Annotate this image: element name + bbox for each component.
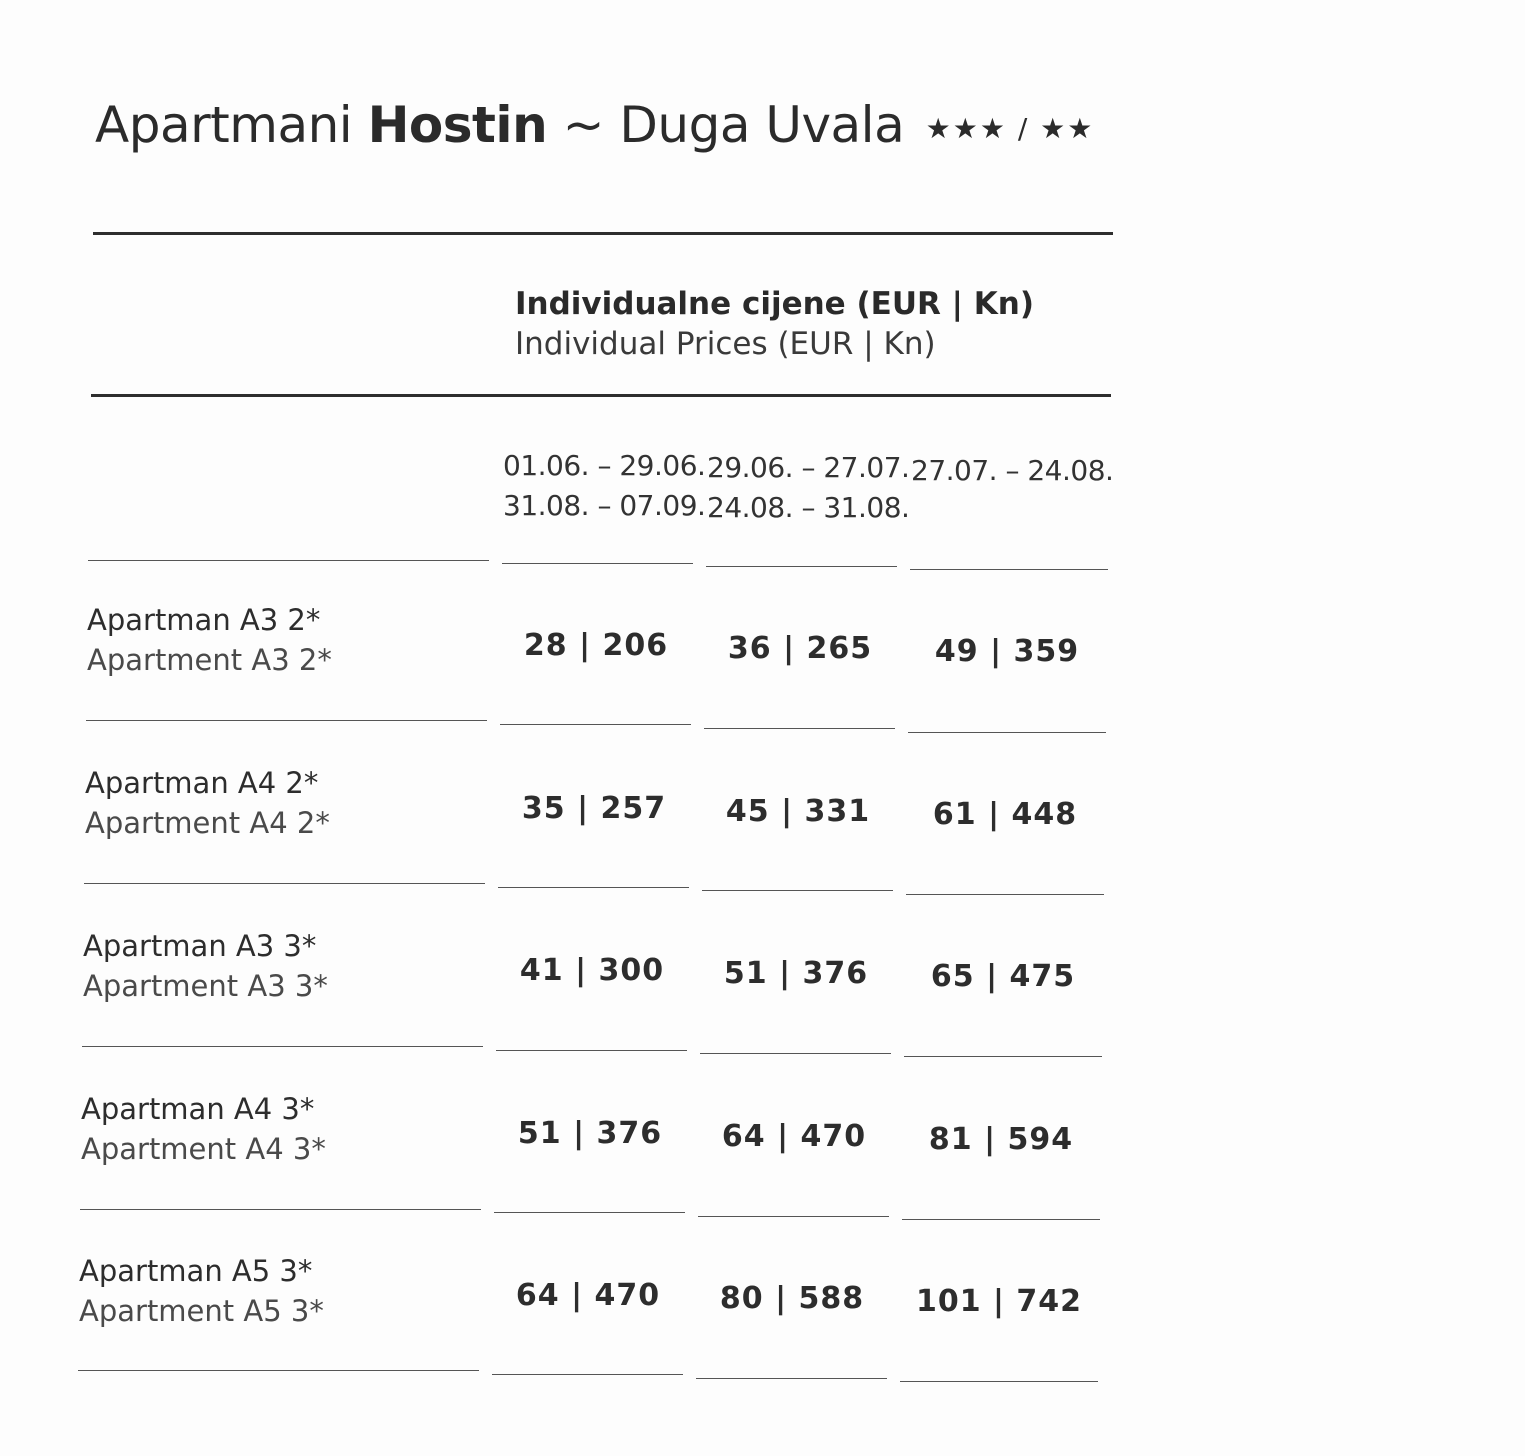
- apartment-name-hr: Apartman A3 2*: [87, 603, 321, 637]
- period-separator-col3: [910, 569, 1108, 570]
- row-separator: [704, 728, 895, 729]
- row-separator: [900, 1381, 1098, 1382]
- star-rating: ★★★ / ★★: [925, 112, 1095, 145]
- period-2-line-1: 29.06. – 27.07.: [707, 451, 910, 484]
- row-separator: [494, 1212, 685, 1213]
- apartment-name-en: Apartment A5 3*: [79, 1294, 324, 1328]
- period-column-1: [503, 446, 705, 526]
- row-separator: [80, 1209, 481, 1210]
- prices-header: [515, 284, 1034, 364]
- period-column-3: [911, 451, 1113, 491]
- period-separator-label: [88, 560, 489, 561]
- period-2-line-2: 24.08. – 31.08.: [707, 491, 910, 524]
- apartment-name-en: Apartment A3 2*: [87, 643, 332, 677]
- apartment-label-a5-3star: [79, 1251, 324, 1331]
- apartment-label-a4-3star: [81, 1089, 326, 1169]
- apartment-label-a3-2star: [87, 600, 332, 680]
- row-separator: [82, 1046, 483, 1047]
- row-separator: [492, 1374, 683, 1375]
- row-separator: [904, 1056, 1102, 1057]
- title-separator: ~: [562, 96, 604, 154]
- price-cell: 28 | 206: [523, 628, 669, 663]
- period-column-2: [707, 448, 909, 528]
- apartment-name-hr: Apartman A5 3*: [79, 1254, 313, 1288]
- prices-header-en: Individual Prices (EUR | Kn): [515, 326, 936, 362]
- row-separator: [700, 1053, 891, 1054]
- row-separator: [698, 1216, 889, 1217]
- row-separator: [906, 894, 1104, 895]
- row-separator: [498, 887, 689, 888]
- top-rule: [93, 232, 1113, 235]
- price-cell: 81 | 594: [928, 1122, 1074, 1157]
- price-cell: 61 | 448: [932, 797, 1078, 832]
- row-separator: [78, 1370, 479, 1371]
- period-1-line-1: 01.06. – 29.06.: [503, 449, 706, 482]
- price-cell: 101 | 742: [915, 1284, 1083, 1319]
- period-separator-col1: [502, 563, 693, 564]
- row-separator: [702, 890, 893, 891]
- price-cell: 45 | 331: [725, 794, 871, 829]
- period-separator-col2: [706, 566, 897, 567]
- apartment-name-en: Apartment A3 3*: [83, 969, 328, 1003]
- row-separator: [86, 720, 487, 721]
- period-3-line-1: 27.07. – 24.08.: [911, 454, 1114, 487]
- title-location: Duga Uvala: [619, 96, 905, 154]
- period-1-line-2: 31.08. – 07.09.: [503, 489, 706, 522]
- price-cell: 36 | 265: [727, 631, 873, 666]
- apartment-name-en: Apartment A4 3*: [81, 1132, 326, 1166]
- price-cell: 35 | 257: [521, 791, 667, 826]
- title-name: Hostin: [367, 96, 548, 154]
- row-separator: [84, 883, 485, 884]
- row-separator: [696, 1378, 887, 1379]
- apartment-name-en: Apartment A4 2*: [85, 806, 330, 840]
- row-separator: [908, 732, 1106, 733]
- price-cell: 80 | 588: [719, 1281, 865, 1316]
- apartment-label-a3-3star: [83, 926, 328, 1006]
- prices-header-hr: Individualne cijene (EUR | Kn): [515, 286, 1035, 322]
- price-cell: 64 | 470: [721, 1119, 867, 1154]
- price-cell: 49 | 359: [934, 634, 1080, 669]
- row-separator: [496, 1050, 687, 1051]
- page-title: [95, 96, 1094, 154]
- apartment-name-hr: Apartman A4 2*: [85, 766, 319, 800]
- price-cell: 51 | 376: [517, 1116, 663, 1151]
- row-separator: [500, 724, 691, 725]
- apartment-label-a4-2star: [85, 763, 330, 843]
- apartment-name-hr: Apartman A4 3*: [81, 1092, 315, 1126]
- row-separator: [902, 1219, 1100, 1220]
- price-cell: 64 | 470: [515, 1278, 661, 1313]
- title-prefix: Apartmani: [95, 96, 353, 154]
- price-cell: 65 | 475: [930, 959, 1076, 994]
- header-rule: [91, 394, 1111, 397]
- apartment-name-hr: Apartman A3 3*: [83, 929, 317, 963]
- price-cell: 51 | 376: [723, 956, 869, 991]
- price-cell: 41 | 300: [519, 953, 665, 988]
